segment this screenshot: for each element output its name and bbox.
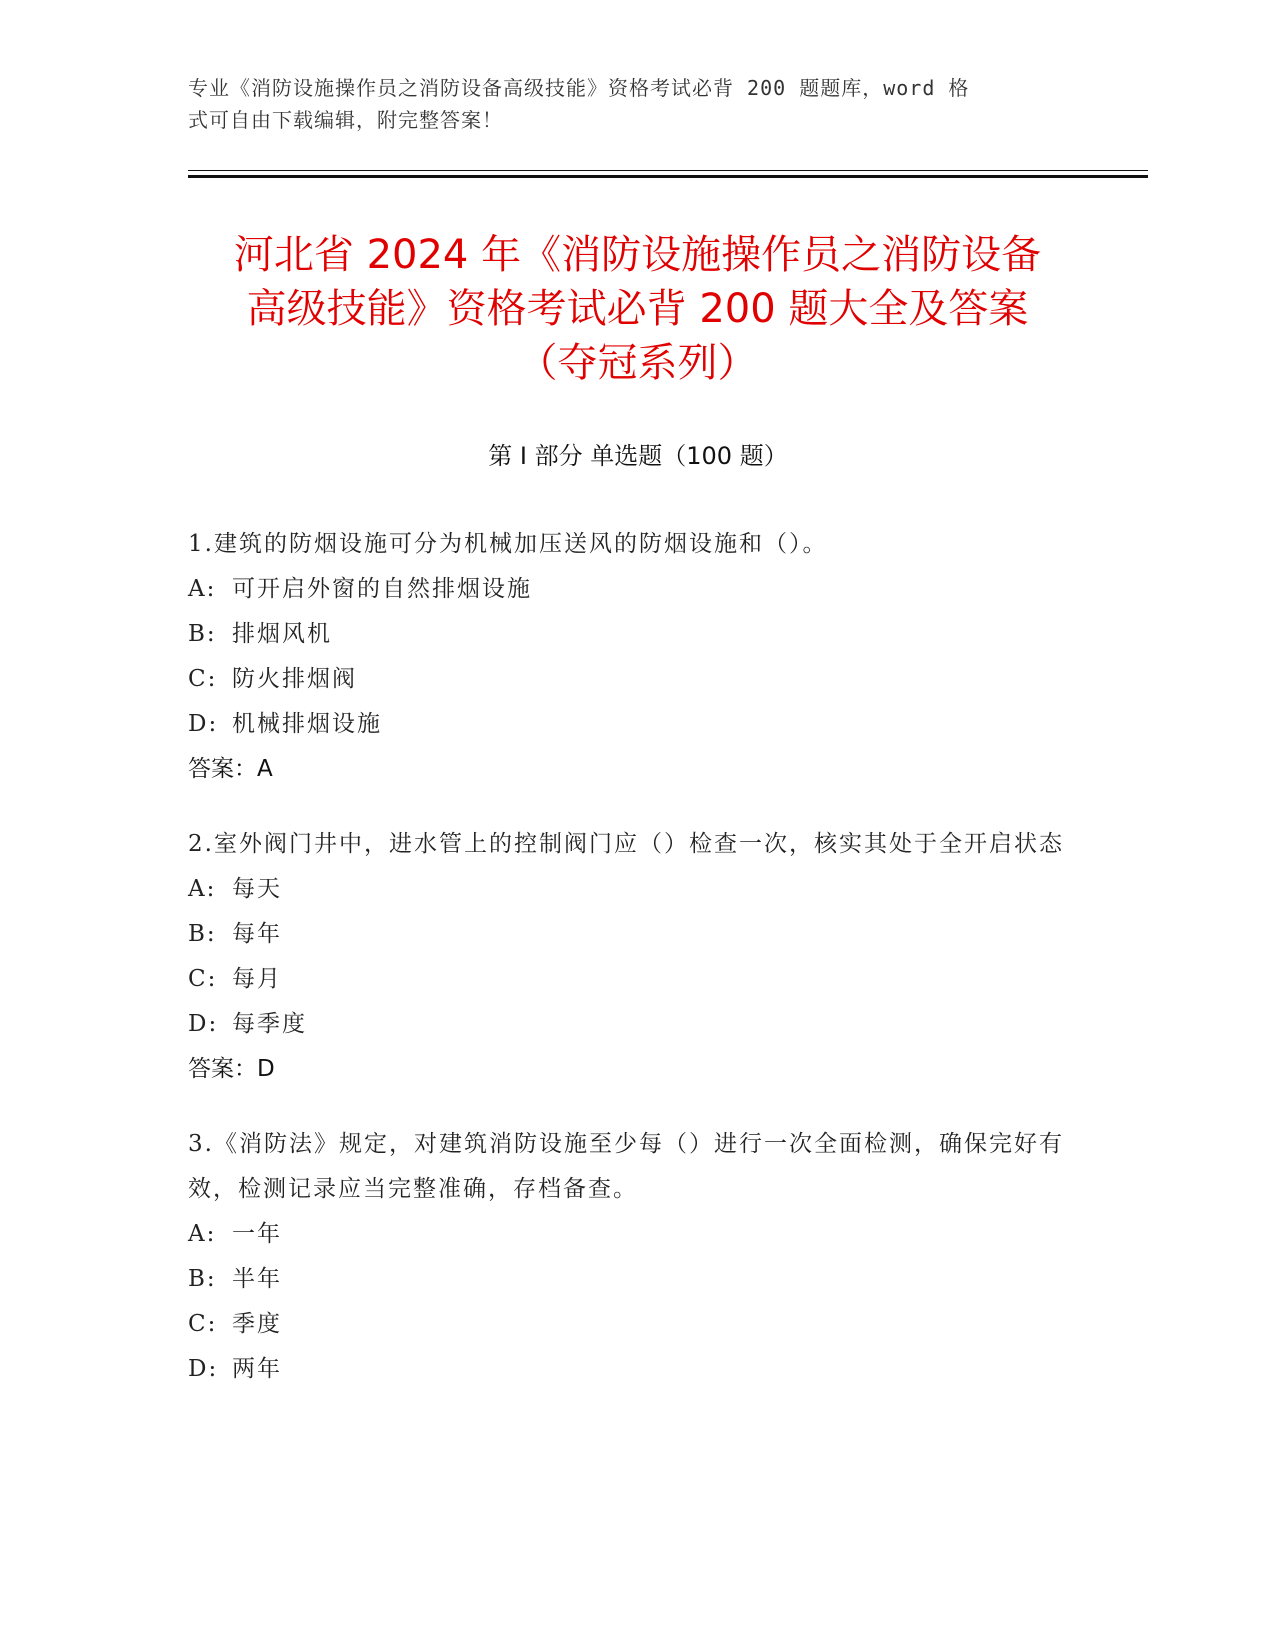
question-stem: 2.室外阀门井中，进水管上的控制阀门应（）检查一次，核实其处于全开启状态 — [188, 831, 1064, 857]
question-list — [188, 522, 1068, 1422]
option-a — [188, 867, 1068, 912]
option-text: 两年 — [232, 1356, 282, 1382]
option-label: B: — [188, 621, 217, 647]
option-d — [188, 1002, 1068, 1047]
option-d — [188, 702, 1068, 747]
option-d — [188, 1347, 1068, 1392]
option-b — [188, 1257, 1068, 1302]
question-stem: 3.《消防法》规定，对建筑消防设施至少每（）进行一次全面检测，确保完好有效，检测记录应当完整准确，存档备查。 — [188, 1131, 1064, 1202]
header-line-1: 专业《消防设施操作员之消防设备高级技能》资格考试必背 200 题题库，word 格 — [188, 76, 970, 100]
option-text: 机械排烟设施 — [232, 711, 382, 737]
option-label: C: — [188, 666, 218, 692]
header-line-2: 式可自由下载编辑，附完整答案！ — [188, 108, 503, 132]
answer-line: 答案：A — [188, 756, 273, 782]
option-label: A: — [188, 1221, 217, 1247]
option-a — [188, 1212, 1068, 1257]
option-text: 每年 — [232, 921, 282, 947]
option-text: 排烟风机 — [232, 621, 332, 647]
option-label: B: — [188, 1266, 217, 1292]
document-title — [150, 228, 1125, 390]
question-item — [188, 822, 1068, 1092]
option-text: 每季度 — [232, 1011, 307, 1037]
question-item — [188, 1122, 1068, 1392]
option-text: 一年 — [232, 1221, 282, 1247]
section-heading: 第 I 部分 单选题（100 题） — [488, 442, 788, 470]
option-b — [188, 912, 1068, 957]
option-label: B: — [188, 921, 217, 947]
option-text: 防火排烟阀 — [232, 666, 357, 692]
option-label: A: — [188, 876, 217, 902]
option-text: 季度 — [232, 1311, 282, 1337]
title-line-2: 高级技能》资格考试必背 200 题大全及答案 — [246, 286, 1029, 332]
option-c — [188, 1302, 1068, 1347]
option-label: A: — [188, 576, 217, 602]
option-label: D: — [188, 1011, 219, 1037]
option-text: 每月 — [232, 966, 282, 992]
question-item — [188, 522, 1068, 792]
option-text: 每天 — [232, 876, 282, 902]
option-label: C: — [188, 966, 218, 992]
header-divider-thin — [188, 170, 1148, 171]
option-label: D: — [188, 1356, 219, 1382]
option-text: 可开启外窗的自然排烟设施 — [232, 576, 532, 602]
option-c — [188, 657, 1068, 702]
option-text: 半年 — [232, 1266, 282, 1292]
answer-line: 答案：D — [188, 1056, 275, 1082]
option-b — [188, 612, 1068, 657]
title-line-1: 河北省 2024 年《消防设施操作员之消防设备 — [233, 232, 1042, 278]
option-label: D: — [188, 711, 219, 737]
title-line-3: （夺冠系列） — [517, 340, 758, 386]
page-header — [188, 72, 1068, 136]
option-a — [188, 567, 1068, 612]
header-divider-thick — [188, 175, 1148, 178]
option-c — [188, 957, 1068, 1002]
question-stem: 1.建筑的防烟设施可分为机械加压送风的防烟设施和（）。 — [188, 531, 828, 557]
option-label: C: — [188, 1311, 218, 1337]
